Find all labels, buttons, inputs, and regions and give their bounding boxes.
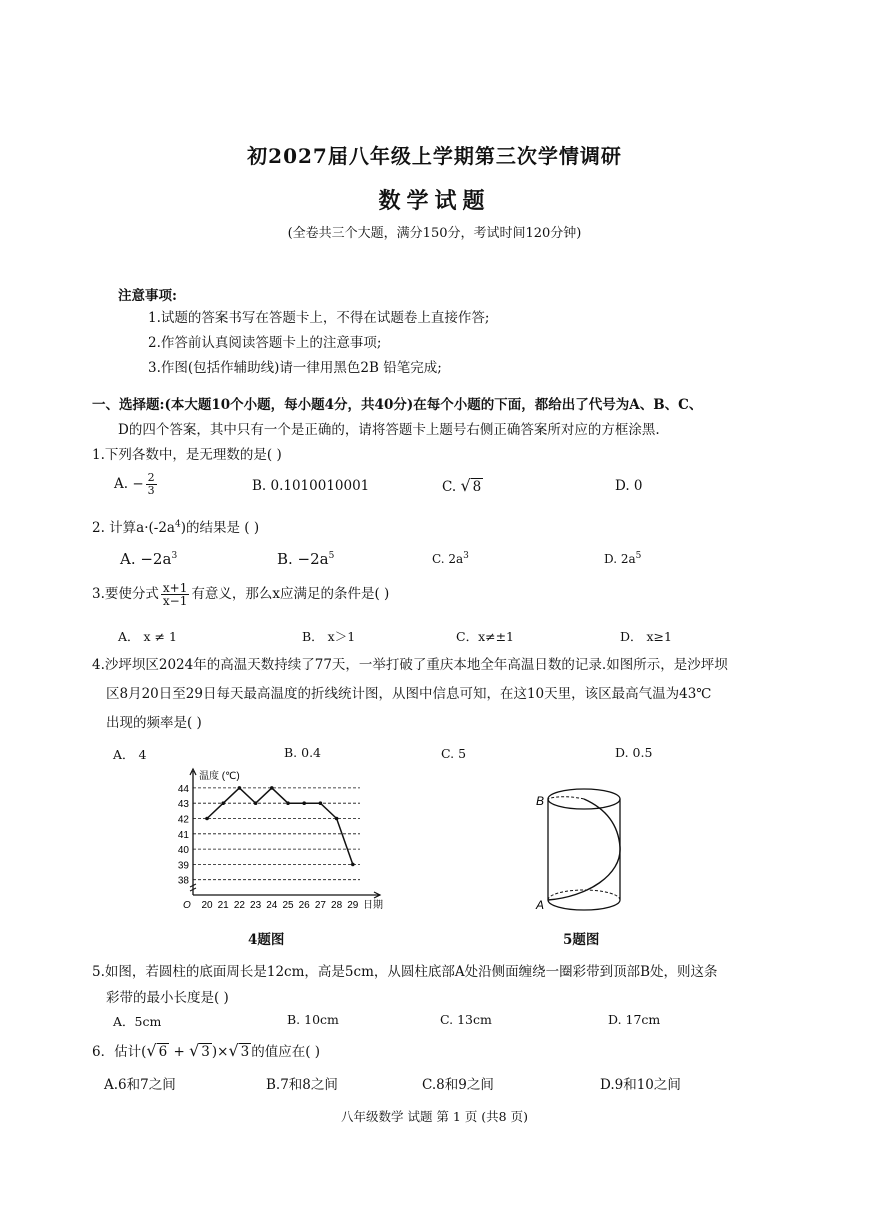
exponent: 5 [328, 551, 335, 561]
radicand: 6 [158, 1044, 168, 1060]
q3-option-c: C．x≠±1 [456, 629, 515, 644]
y-tick-label: 42 [177, 814, 189, 826]
option-text: C. 2a [432, 552, 464, 566]
y-tick-label: 40 [177, 845, 189, 857]
data-point [221, 801, 225, 805]
x-tick-label: 27 [314, 900, 326, 911]
cylinder-diagram [532, 785, 632, 915]
origin-label: O [183, 900, 191, 911]
x-tick-label: 21 [217, 900, 229, 911]
operator: )× [211, 1044, 229, 1060]
data-point [351, 863, 355, 867]
stem-text: 3.要使分式 [92, 586, 159, 602]
q2-option-c [432, 551, 469, 566]
x-tick-label: 25 [282, 900, 294, 911]
x-axis-title: 日期 [363, 900, 383, 911]
x-tick-label: 20 [201, 900, 213, 911]
data-point [319, 801, 323, 805]
x-tick-label: 24 [266, 900, 278, 911]
question-4-line: 区8月20日至29日每天最高温度的折线统计图，从图中信息可知，在这10天里，该区最高气温为43℃ [106, 686, 712, 702]
q2-option-b [277, 550, 334, 568]
denominator: 3 [147, 484, 155, 497]
question-2-stem [92, 516, 259, 536]
q1-option-d: D. 0 [615, 478, 643, 494]
question-1-stem: 1.下列各数中，是无理数的是( ) [92, 447, 282, 463]
subject-title: 数学试题 [378, 188, 491, 214]
q3-option-b: B． x＞1 [302, 629, 356, 644]
y-tick-label: 41 [177, 829, 189, 841]
data-point [335, 817, 339, 821]
q6-option-b: B.7和8之间 [266, 1077, 338, 1093]
q1-option-c [442, 476, 483, 495]
page-footer: 八年级数学 试题 第 1 页 (共8 页) [340, 1109, 528, 1124]
data-point [205, 817, 209, 821]
operator: + [169, 1044, 190, 1060]
q1-option-b: B. 0.1010010001 [252, 478, 370, 494]
q2-option-a [120, 550, 177, 568]
note-item: 2.作答前认真阅读答题卡上的注意事项; [148, 335, 382, 351]
x-tick-label: 28 [331, 900, 343, 911]
point-b-label: B [536, 794, 545, 808]
y-tick-label: 44 [177, 783, 189, 795]
radicand: 3 [201, 1044, 210, 1060]
y-tick-label: 43 [177, 799, 189, 811]
question-4-line: 出现的频率是( ) [106, 715, 202, 731]
figure-5-caption: 5题图 [563, 932, 600, 948]
q5-option-c: C. 13cm [440, 1012, 492, 1027]
q5-option-b: B. 10cm [287, 1012, 339, 1027]
ribbon-hidden-path [548, 797, 584, 799]
note-item: 3.作图(包括作辅助线)请一律用黑色2B 铅笔完成; [148, 360, 442, 376]
radical-sign: √ [189, 1041, 200, 1060]
data-point [286, 801, 290, 805]
question-6-stem [92, 1040, 320, 1060]
radical-sign: √ [228, 1041, 239, 1060]
stem-text: )的结果是 ( ) [180, 520, 260, 536]
q4-option-c: C. 5 [441, 746, 467, 761]
x-tick-label: 22 [233, 900, 245, 911]
option-label: C. [442, 479, 457, 495]
q6-option-d: D.9和10之间 [600, 1077, 681, 1093]
q3-option-d: D． x≥1 [620, 629, 672, 644]
exponent: 5 [635, 551, 642, 561]
x-tick-label: 26 [298, 900, 310, 911]
stem-text: 的值应在( ) [251, 1044, 321, 1060]
option-text: B. −2a [277, 550, 329, 568]
q1-option-a [114, 472, 159, 497]
y-tick-label: 39 [177, 860, 189, 872]
question-4-line: 4.沙坪坝区2024年的高温天数持续了77天，一举打破了重庆本地全年高温日数的记录.如图所示，是沙坪坝 [92, 657, 728, 673]
radical-sign: √ [460, 476, 471, 495]
q4-option-b: B. 0.4 [284, 745, 322, 760]
radical-sign: √ [146, 1041, 157, 1060]
data-point [270, 786, 274, 790]
q3-option-a: A． x ≠ 1 [118, 629, 177, 644]
temperature-line-chart [165, 765, 405, 920]
exponent: 4 [174, 519, 181, 530]
q5-option-d: D. 17cm [608, 1012, 661, 1027]
q4-option-a: A． 4 [113, 747, 147, 762]
point-a-label: A [536, 898, 545, 912]
section-instructions: D的四个答案，其中只有一个是正确的，请将答题卡上题号右侧正确答案所对应的方框涂黑. [118, 422, 660, 438]
question-3-stem [92, 582, 389, 607]
q5-option-a: A．5cm [113, 1014, 162, 1029]
option-text: A. −2a [120, 550, 172, 568]
data-point [238, 786, 242, 790]
q2-option-d [604, 551, 641, 566]
stem-text: 6．估计( [92, 1044, 147, 1060]
option-text: D. 2a [604, 552, 636, 566]
stem-text: 2. 计算a·(-2a [92, 520, 175, 536]
denominator: x−1 [162, 594, 188, 608]
data-point [302, 801, 306, 805]
fraction [161, 582, 189, 607]
exponent: 3 [463, 551, 469, 561]
temperature-series-line [207, 788, 353, 865]
q6-option-c: C.8和9之间 [422, 1077, 494, 1093]
question-5-line: 彩带的最小长度是( ) [106, 990, 229, 1006]
figure-4-caption: 4题图 [248, 932, 285, 948]
fraction [146, 472, 157, 497]
section-heading: 一、选择题:(本大题10个小题，每小题4分，共40分)在每个小题的下面，都给出了代号为A、B、C、 [92, 397, 703, 413]
cylinder-bottom-front [548, 900, 620, 910]
ribbon-path [548, 799, 620, 900]
y-axis-title: 温度 (℃) [199, 771, 240, 782]
notes-heading: 注意事项: [118, 288, 177, 304]
x-tick-label: 29 [347, 900, 359, 911]
question-5-line: 5.如图，若圆柱的底面周长是12cm，高是5cm，从圆柱底部A处沿侧面缠绕一圈彩带到顶部B处，则这条 [92, 964, 718, 980]
x-tick-label: 23 [250, 900, 262, 911]
note-item: 1.试题的答案书写在答题卡上，不得在试题卷上直接作答; [148, 310, 490, 326]
numerator: 2 [147, 471, 155, 484]
exponent: 3 [171, 551, 178, 561]
exam-info: (全卷共三个大题，满分150分，考试时间120分钟) [287, 226, 582, 241]
data-point [254, 801, 258, 805]
numerator: x+1 [162, 581, 188, 595]
minus-sign: − [132, 476, 144, 492]
q4-option-d: D. 0.5 [615, 745, 653, 760]
q6-option-a: A.6和7之间 [104, 1077, 176, 1093]
radicand: 8 [472, 479, 482, 495]
y-tick-label: 38 [177, 875, 189, 887]
radicand: 3 [240, 1044, 250, 1060]
option-label: A. [114, 476, 129, 492]
exam-title: 初2027届八年级上学期第三次学情调研 [247, 144, 622, 168]
stem-text: 有意义，那么x应满足的条件是( ) [191, 586, 390, 602]
